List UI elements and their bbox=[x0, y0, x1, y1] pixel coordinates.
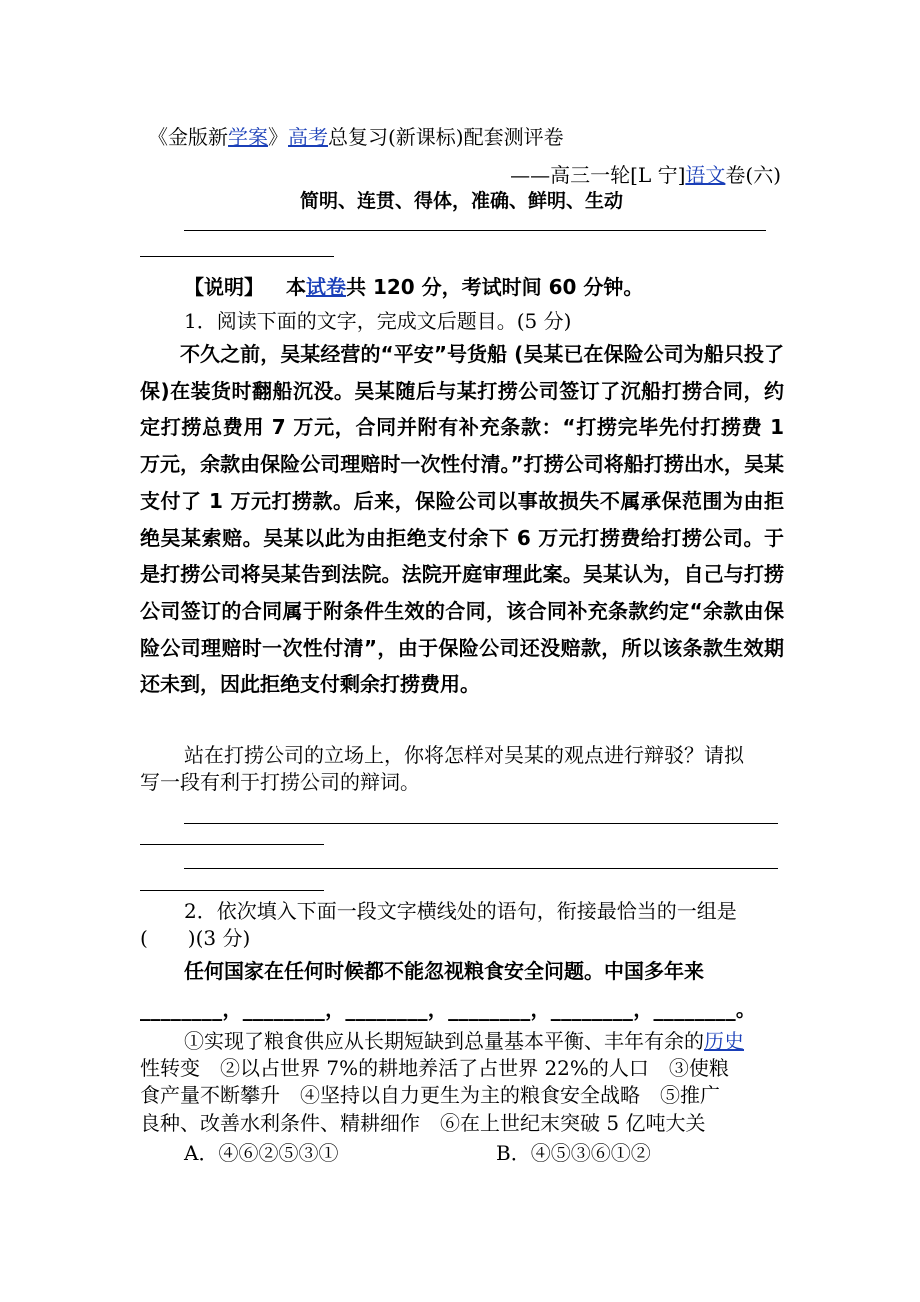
question-2-blanks: ________，________，________，________，________，________。 bbox=[140, 997, 757, 1021]
subtitle-link-yuwen[interactable]: 语文 bbox=[685, 163, 726, 187]
answer-line[interactable] bbox=[140, 890, 324, 891]
section-title: 简明、连贯、得体，准确、鲜明、生动 bbox=[300, 190, 624, 212]
options-link-lishi[interactable]: 历史 bbox=[704, 1029, 744, 1053]
title-text: 》 bbox=[268, 125, 288, 149]
header-divider bbox=[184, 230, 766, 231]
question-2-options-line1 bbox=[184, 1028, 828, 1055]
note-label: 【说明】 bbox=[184, 275, 264, 299]
question-2-prompt-line1: 2．依次填入下面一段文字横线处的语句，衔接最恰当的一组是 bbox=[184, 899, 737, 923]
question-2-options-line4: 良种、改善水利条件、精耕细作 ⑥在上世纪末突破 5 亿吨大关 bbox=[140, 1111, 706, 1135]
header-divider-wrap bbox=[140, 256, 334, 257]
answer-line[interactable] bbox=[184, 868, 778, 869]
choice-b[interactable]: B．④⑤③⑥①② bbox=[496, 1141, 651, 1165]
title-text: 《金版新 bbox=[148, 125, 228, 149]
answer-line[interactable] bbox=[140, 844, 324, 845]
document-title bbox=[148, 124, 564, 150]
question-1-task-line1: 站在打捞公司的立场上，你将怎样对吴某的观点进行辩驳？请拟 bbox=[184, 743, 744, 767]
subtitle-text: 卷(六) bbox=[725, 163, 781, 187]
question-1-passage: 不久之前，吴某经营的“平安”号货船 (吴某已在保险公司为船只投了保)在装货时翻船沉没。吴某随后与某打捞公司签订了沉船打捞合同，约定打捞总费用 7 万元，合同并附有补充条款：“打捞完毕先付打捞费 1 万元，余款由保险公司理赔时一次性付清。”打捞公司将船打捞出水，吴某支付了 1 万元打捞款。后来，保险公司以事故损失不属承保范围为由拒绝吴某索赔。吴某以此为由拒绝支付余下 6 万元打捞费给打捞公司。于是打捞公司将吴某告到法院。法院开庭审理此案。吴某认为，自己与打捞公司签订的合同属于附条件生效的合同，该合同补充条款约定“余款由保险公司理赔时一次性付清”，由于保险公司还没赔款，所以该条款生效期还未到，因此拒绝支付剩余打捞费用。 bbox=[140, 342, 784, 697]
choice-a[interactable]: A．④⑥②⑤③① bbox=[184, 1141, 339, 1165]
document-subtitle bbox=[510, 162, 781, 188]
title-link-gaokao[interactable]: 高考 bbox=[288, 125, 328, 149]
question-2-prompt-line2: ( )(3 分) bbox=[140, 926, 251, 950]
exam-note bbox=[184, 274, 643, 300]
answer-line[interactable] bbox=[184, 823, 778, 824]
question-2-options-line3: 食产量不断攀升 ④坚持以自力更生为主的粮食安全战略 ⑤推广 bbox=[140, 1083, 720, 1107]
question-2-stem: 任何国家在任何时候都不能忽视粮食安全问题。中国多年来 bbox=[184, 959, 704, 983]
subtitle-text: ——高三一轮[L 宁] bbox=[510, 163, 686, 187]
title-link-xuean[interactable]: 学案 bbox=[228, 125, 268, 149]
title-text: 总复习(新课标)配套测评卷 bbox=[328, 125, 564, 149]
note-text: 本 bbox=[286, 275, 306, 299]
question-2-options-line2: 性转变 ②以占世界 7%的耕地养活了占世界 22%的人口 ③使粮 bbox=[140, 1056, 729, 1080]
question-1-task-line2: 写一段有利于打捞公司的辩词。 bbox=[140, 770, 420, 794]
options-text: ①实现了粮食供应从长期短缺到总量基本平衡、丰年有余的 bbox=[184, 1029, 704, 1053]
note-link-shijuan[interactable]: 试卷 bbox=[306, 275, 346, 299]
question-1-prompt: 1．阅读下面的文字，完成文后题目。(5 分) bbox=[184, 309, 572, 333]
note-text: 共 120 分，考试时间 60 分钟。 bbox=[346, 275, 644, 299]
